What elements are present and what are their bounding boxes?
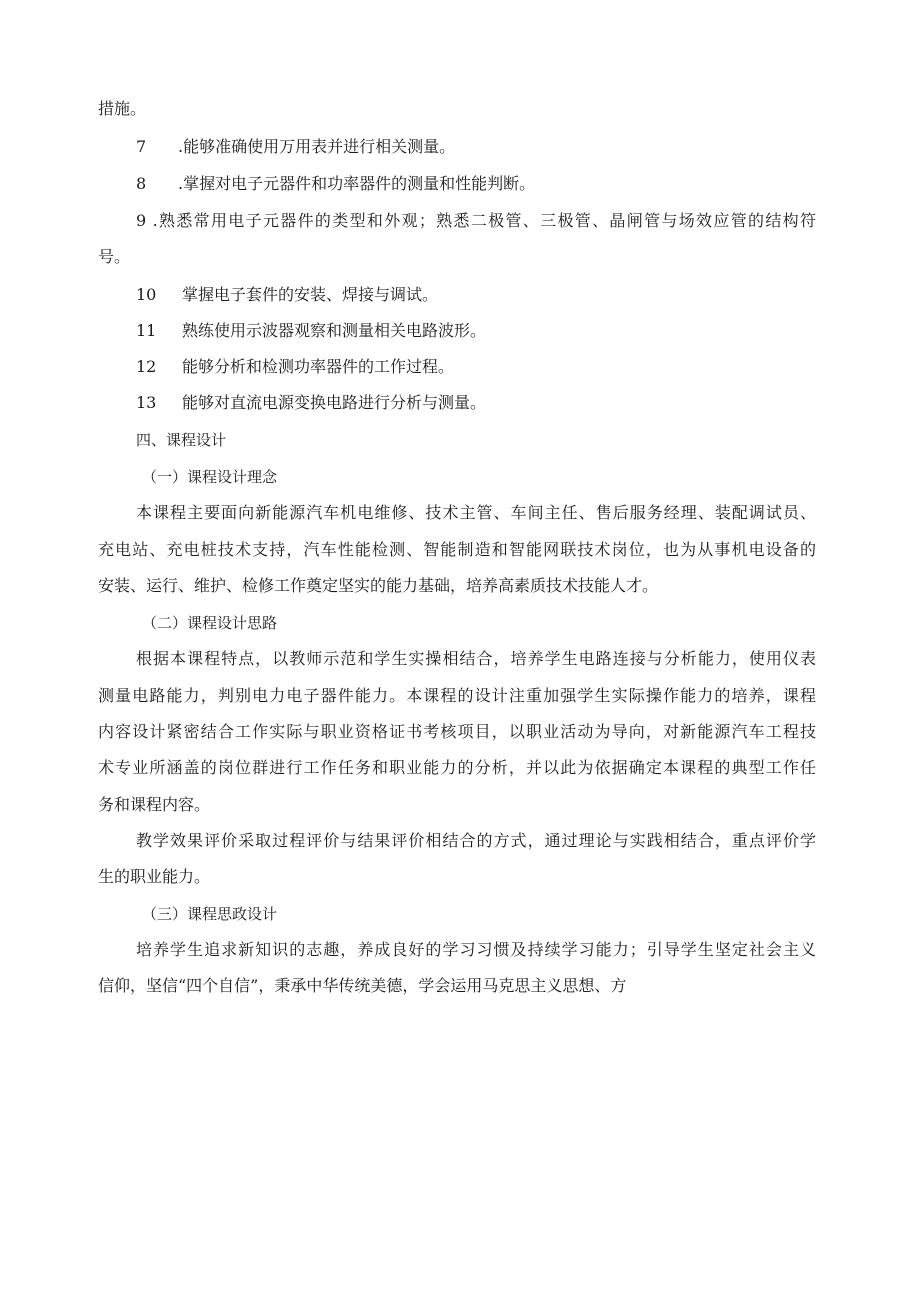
subsection-heading: （三）课程思政设计 <box>142 905 278 923</box>
list-item-text: 能够对直流电源变换电路进行分析与测量。 <box>182 393 487 412</box>
list-item-text: 掌握电子套件的安装、焊接与调试。 <box>182 285 439 304</box>
list-item-text: 熟练使用示波器观察和测量相关电路波形。 <box>182 321 487 340</box>
list-item-number: 8 <box>136 174 147 193</box>
paragraph-line: 充电站、充电桩技术支持，汽车性能检测、智能制造和智能网联技术岗位，也为从事机电设备的 <box>98 540 816 559</box>
paragraph-line: 安装、运行、维护、检修工作奠定坚实的能力基础，培养高素质技术技能人才。 <box>98 576 659 595</box>
section-heading: 四、课程设计 <box>136 431 227 449</box>
list-item-number: 11 <box>136 321 157 340</box>
paragraph-line: 教学效果评价采取过程评价与结果评价相结合的方式，通过理论与实践相结合，重点评价学 <box>136 831 816 850</box>
paragraph-line: 根据本课程特点，以教师示范和学生实操相结合，培养学生电路连接与分析能力，使用仪表 <box>136 649 816 668</box>
list-item-text: 9 .熟悉常用电子元器件的类型和外观；熟悉二极管、三极管、晶闸管与场效应管的结构符 <box>136 211 816 230</box>
list-item-number: 13 <box>136 393 157 412</box>
list-item-number: 7 <box>136 137 147 156</box>
list-item-number: 12 <box>136 357 157 376</box>
paragraph-line: 内容设计紧密结合工作实际与职业资格证书考核项目，以职业活动为导向，对新能源汽车工程技 <box>98 722 816 741</box>
paragraph-line: 本课程主要面向新能源汽车机电维修、技术主管、车间主任、售后服务经理、装配调试员、 <box>136 503 816 522</box>
subsection-heading: （一）课程设计理念 <box>142 468 278 486</box>
list-item-text: 能够分析和检测功率器件的工作过程。 <box>182 357 455 376</box>
list-item-text: .能够准确使用万用表并进行相关测量。 <box>178 137 456 156</box>
subsection-heading: （二）课程设计思路 <box>142 614 278 632</box>
continuation-text: 措施。 <box>98 99 147 118</box>
list-item-number: 10 <box>136 285 157 304</box>
paragraph-line: 生的职业能力。 <box>98 867 211 886</box>
paragraph-line: 务和课程内容。 <box>98 795 211 814</box>
paragraph-line: 培养学生追求新知识的志趣，养成良好的学习习惯及持续学习能力；引导学生坚定社会主义 <box>136 940 816 959</box>
paragraph-line: 测量电路能力，判别电力电子器件能力。本课程的设计注重加强学生实际操作能力的培养，课程 <box>98 686 816 705</box>
list-item-text: 号。 <box>98 247 131 266</box>
paragraph-line: 信仰，坚信“四个自信”，秉承中华传统美德，学会运用马克思主义思想、方 <box>98 976 627 995</box>
list-item-text: .掌握对电子元器件和功率器件的测量和性能判断。 <box>178 174 536 193</box>
paragraph-line: 术专业所涵盖的岗位群进行工作任务和职业能力的分析，并以此为依据确定本课程的典型工作任 <box>98 758 816 777</box>
